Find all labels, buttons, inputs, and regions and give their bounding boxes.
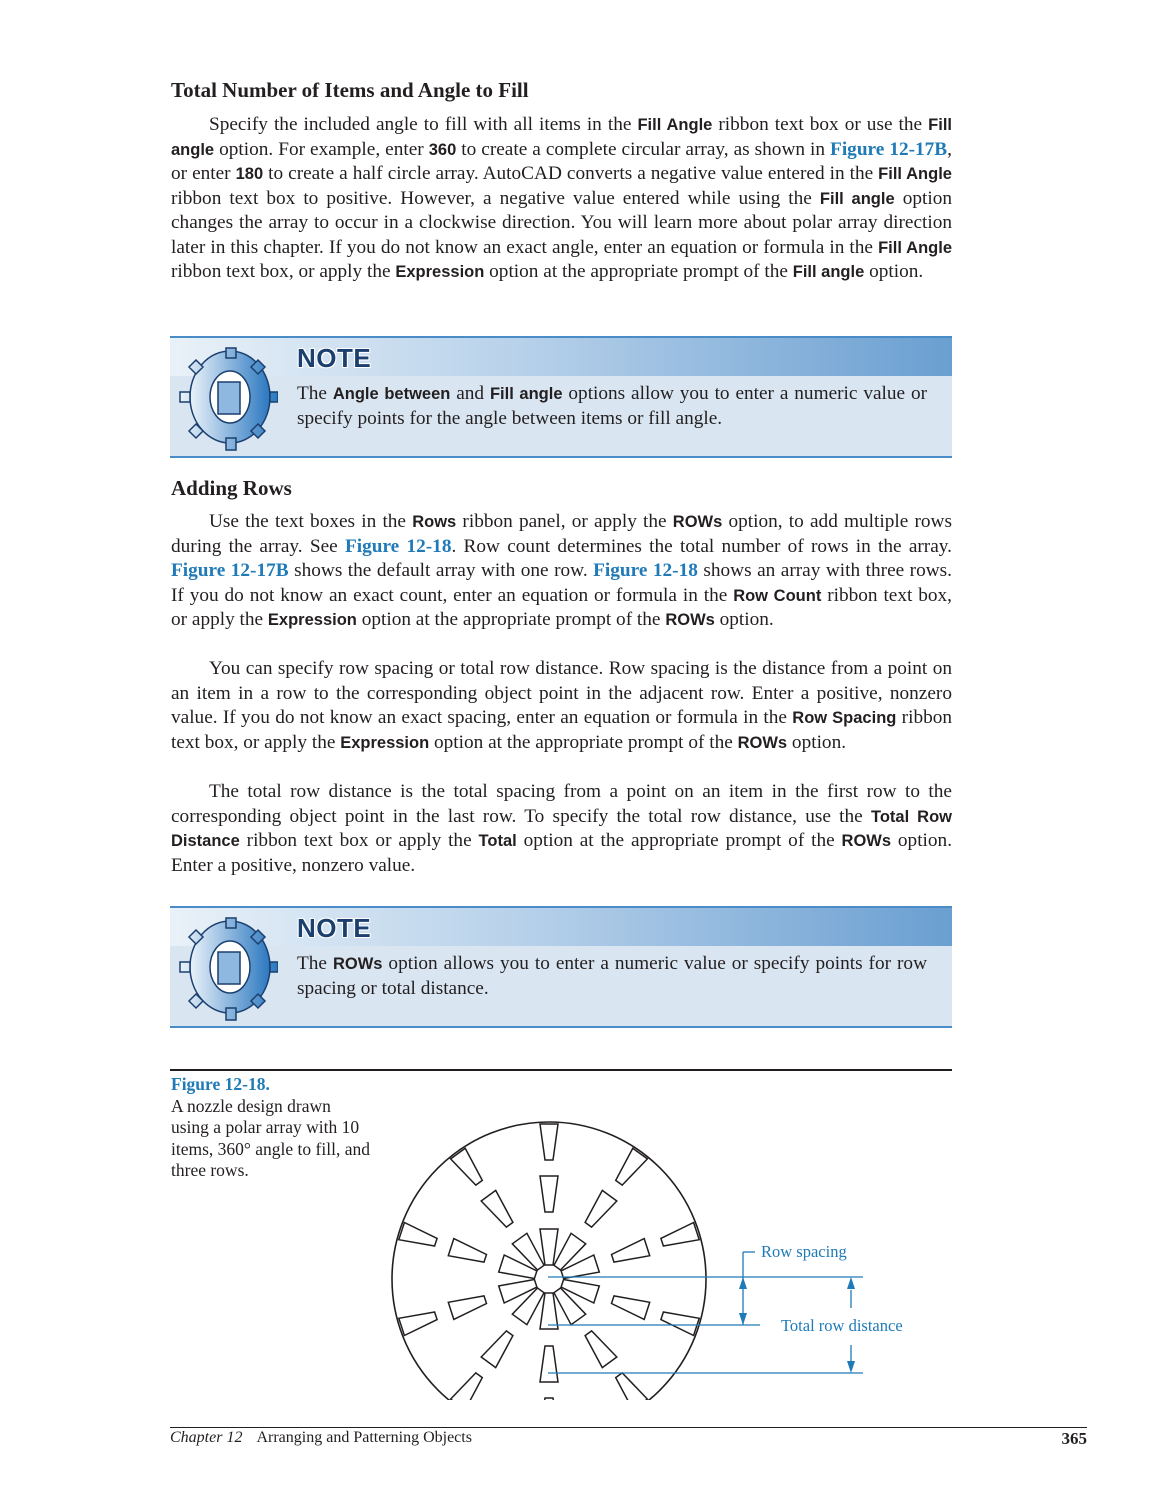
nozzle-slot — [512, 1233, 544, 1270]
text-run: option at the appropriate prompt of the — [429, 731, 738, 753]
figure-title: Figure 12-18. — [171, 1074, 270, 1094]
text-run: option allows you to enter a numeric value or specify points for row spacing or total distance. — [297, 953, 927, 999]
ui-term: Row Count — [733, 586, 822, 605]
figure-caption — [171, 1074, 371, 1182]
nozzle-slot — [399, 1223, 437, 1247]
figure-caption-text: A nozzle design drawn using a polar array with 10 items, 360° angle to fill, and three rows. — [171, 1095, 370, 1180]
text-run: The — [297, 953, 333, 974]
ui-term: Expression — [395, 263, 485, 281]
ui-term: Row Spacing — [792, 709, 897, 727]
text-run: option. — [714, 609, 774, 630]
ui-term: Angle between — [332, 385, 451, 403]
text-run: shows an array with three rows. If you do not know an exact count, enter an equation or formula in the — [171, 560, 952, 606]
nozzle-slot — [540, 1176, 558, 1212]
paragraph-rows-3 — [171, 780, 952, 878]
nozzle-slot — [612, 1296, 650, 1320]
section-heading-fill-angle: Total Number of Items and Angle to Fill — [171, 78, 529, 102]
ui-term: Fill angle — [489, 385, 563, 403]
figure-reference[interactable]: Figure 12-17B — [171, 560, 289, 581]
nozzle-slot — [448, 1239, 486, 1263]
ui-term: Total — [478, 832, 517, 850]
ui-term: Rows — [412, 513, 457, 531]
paragraph-rows-1 — [171, 510, 952, 633]
text-run: option at the appropriate prompt of the — [356, 609, 666, 630]
text-run: ribbon text box, or apply the — [171, 261, 396, 282]
nozzle-slot — [451, 1373, 483, 1400]
text-run: . Row count determines the total number of rows in the array. — [451, 535, 952, 557]
ui-term: Total Row Distance — [171, 807, 952, 850]
nozzle-slot — [554, 1288, 586, 1325]
nozzle-slot — [499, 1255, 537, 1279]
text-run: Specify the included angle to fill with all items in the — [209, 114, 638, 135]
text-run: option at the appropriate prompt of the — [516, 830, 842, 851]
nozzle-slot — [661, 1312, 699, 1336]
nozzle-slot — [499, 1280, 537, 1304]
footer-chapter — [170, 1429, 472, 1447]
figure-reference[interactable]: Figure 12-18 — [344, 535, 452, 557]
nozzle-slot — [540, 1293, 558, 1329]
nozzle-slot — [612, 1239, 650, 1263]
ui-term: Fill angle — [171, 116, 952, 159]
section-heading-adding-rows: Adding Rows — [171, 476, 292, 500]
ui-term: ROWs — [665, 611, 715, 629]
nozzle-figure — [380, 1080, 940, 1400]
text-run: ribbon text box or apply the — [239, 830, 479, 851]
text-run: option. Enter a positive, nonzero value. — [171, 830, 953, 876]
nozzle-slot — [540, 1346, 558, 1382]
ui-term: Expression — [340, 733, 430, 752]
nozzle-outer-circle — [392, 1122, 706, 1400]
ui-term: ROWs — [841, 832, 892, 850]
nozzle-slot — [661, 1223, 699, 1247]
text-run: The total row distance is the total spacing from a point on an item in the first row to the corresponding object point in the last row. To specify the total row distance, use the — [171, 781, 952, 827]
ui-term: Fill angle — [792, 263, 865, 281]
text-run: and — [450, 383, 490, 404]
nozzle-slot — [540, 1398, 558, 1400]
paragraph-fill-angle — [171, 113, 952, 285]
nozzle-slot — [540, 1229, 558, 1265]
text-run: option at the appropriate prompt of the — [484, 261, 793, 282]
text-run: to create a complete circular array, as shown in — [456, 138, 831, 160]
ui-term: ROWs — [672, 513, 723, 531]
text-run: ribbon text box or use the — [712, 114, 929, 135]
ui-term: Fill Angle — [637, 116, 713, 134]
gear-icon — [178, 342, 278, 452]
note-box-angle — [170, 336, 952, 458]
note-title: NOTE — [297, 913, 372, 943]
ui-term: ROWs — [332, 955, 383, 973]
nozzle-slot — [585, 1331, 617, 1368]
ui-term: 360 — [428, 140, 457, 159]
nozzle-slots — [399, 1124, 699, 1400]
text-run: ribbon text box, or apply the — [171, 707, 953, 753]
footer-rule — [170, 1427, 1087, 1428]
nozzle-slot — [616, 1373, 648, 1400]
nozzle-slot — [481, 1190, 513, 1227]
paragraph-rows-2 — [171, 657, 952, 755]
figure-reference[interactable]: Figure 12-17B — [830, 138, 948, 160]
nozzle-slot — [399, 1312, 437, 1336]
text-run: option. — [864, 261, 924, 282]
text-run: to create a half circle array. AutoCAD converts a negative value entered in the — [263, 163, 879, 184]
note-title-bar — [170, 908, 952, 946]
text-run: shows the default array with one row. — [288, 560, 594, 581]
nozzle-slot — [448, 1296, 486, 1320]
figure-reference[interactable]: Figure 12-18 — [593, 560, 698, 581]
text-run: Use the text boxes in the — [209, 511, 413, 532]
note-box-rows — [170, 906, 952, 1028]
label-total-row-distance: Total row distance — [781, 1316, 903, 1335]
footer-chapter-number: Chapter 12 — [170, 1429, 243, 1446]
text-run: option, to add multiple rows during the array. See — [171, 511, 952, 557]
nozzle-slot — [585, 1190, 617, 1227]
text-run: options allow you to enter a numeric value or specify points for the angle between items or fill angle. — [297, 383, 928, 429]
note-title-bar — [170, 338, 952, 376]
footer-chapter-title: Arranging and Patterning Objects — [256, 1429, 472, 1446]
text-run: option. — [787, 731, 847, 753]
label-row-spacing: Row spacing — [761, 1242, 847, 1261]
nozzle-slot — [481, 1331, 513, 1368]
page-number: 365 — [1061, 1429, 1087, 1448]
nozzle-slot — [512, 1288, 544, 1325]
text-run: option. For example, enter — [214, 138, 429, 160]
ui-term: ROWs — [737, 733, 788, 752]
ui-term: Expression — [267, 611, 357, 629]
gear-icon — [178, 912, 278, 1022]
nozzle-slot — [540, 1124, 558, 1160]
note-title: NOTE — [297, 343, 372, 373]
text-run: ribbon text box, or apply the — [171, 584, 952, 630]
text-run: ribbon text box to positive. However, a negative value entered while using the — [171, 187, 820, 209]
ui-term: Fill Angle — [878, 238, 953, 257]
text-run: , or enter — [171, 138, 952, 184]
text-run: The — [297, 383, 333, 404]
text-run: option changes the array to occur in a clockwise direction. You will learn more about polar array direction later in this chapter. If you do not know an exact angle, enter an equation or formula in the — [171, 187, 952, 258]
nozzle-slot — [561, 1255, 599, 1279]
nozzle-slot — [554, 1233, 586, 1270]
figure-top-rule — [170, 1069, 952, 1071]
note-body — [297, 382, 927, 431]
text-run: You can specify row spacing or total row distance. Row spacing is the distance from a point on an item in a row to the corresponding object point in the adjacent row. Enter a positive, nonzero value. If you do not know an exact spacing, enter an equation or formula in the — [171, 658, 952, 728]
note-body — [297, 952, 927, 1001]
nozzle-slot — [561, 1280, 599, 1304]
ui-term: 180 — [235, 165, 264, 183]
ui-term: Fill Angle — [878, 165, 952, 183]
ui-term: Fill angle — [819, 189, 895, 208]
text-run: ribbon panel, or apply the — [456, 511, 673, 532]
